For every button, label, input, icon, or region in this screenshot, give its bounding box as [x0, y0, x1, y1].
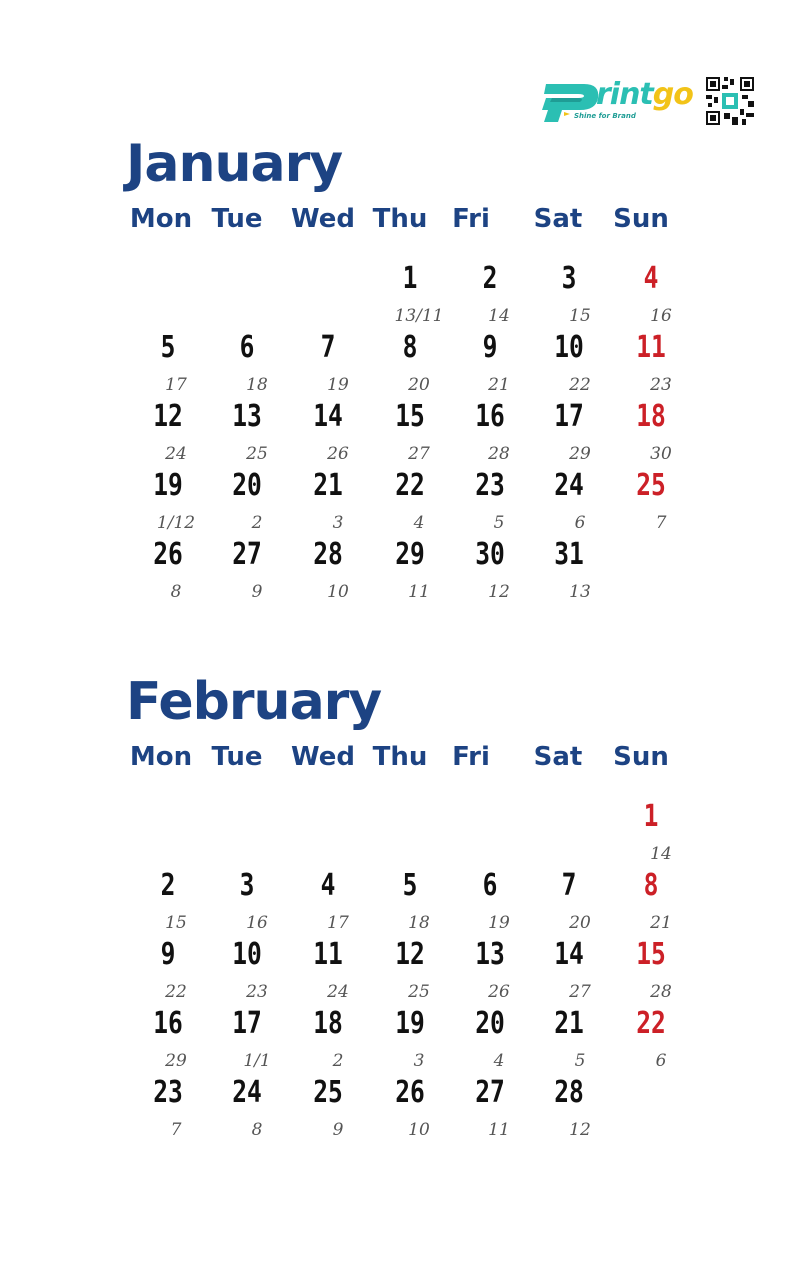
day-number: 27 [475, 1075, 505, 1110]
weekday-header-mon: Mon [129, 742, 193, 772]
day-number: 21 [554, 1006, 584, 1041]
lunar-date: 30 [650, 444, 672, 464]
day-number: 25 [636, 468, 666, 503]
day-number: 23 [153, 1075, 183, 1110]
day-number: 10 [232, 937, 262, 972]
weekday-header-tue: Tue [211, 742, 263, 772]
lunar-date: 7 [655, 513, 667, 533]
lunar-date: 25 [246, 444, 268, 464]
lunar-date: 1/12 [156, 513, 196, 533]
day-number: 18 [313, 1006, 343, 1041]
brand-logo [538, 74, 758, 130]
lunar-date: 10 [327, 582, 349, 602]
month-title: January [126, 134, 343, 194]
day-number: 23 [475, 468, 505, 503]
lunar-date: 9 [332, 1120, 344, 1140]
lunar-date: 24 [165, 444, 187, 464]
lunar-date: 25 [408, 982, 430, 1002]
day-number: 18 [636, 399, 666, 434]
day-number: 20 [475, 1006, 505, 1041]
lunar-date: 18 [246, 375, 268, 395]
weekday-header-sat: Sat [533, 742, 583, 772]
lunar-date: 26 [488, 982, 510, 1002]
day-number: 9 [482, 330, 498, 365]
day-number: 9 [160, 937, 176, 972]
day-number: 22 [636, 1006, 666, 1041]
day-number: 24 [554, 468, 584, 503]
day-number: 25 [313, 1075, 343, 1110]
day-number: 5 [160, 330, 176, 365]
lunar-date: 22 [165, 982, 187, 1002]
day-number: 22 [395, 468, 425, 503]
day-number: 16 [475, 399, 505, 434]
day-number: 6 [482, 868, 498, 903]
lunar-date: 21 [650, 913, 672, 933]
lunar-date: 20 [408, 375, 430, 395]
lunar-date: 9 [251, 582, 263, 602]
lunar-date: 27 [408, 444, 430, 464]
day-number: 7 [561, 868, 577, 903]
month-title: February [126, 672, 382, 732]
day-number: 28 [313, 537, 343, 572]
weekday-header-tue: Tue [211, 204, 263, 234]
day-number: 17 [554, 399, 584, 434]
day-number: 20 [232, 468, 262, 503]
lunar-date: 19 [488, 913, 510, 933]
lunar-date: 12 [569, 1120, 591, 1140]
lunar-date: 14 [650, 844, 672, 864]
day-number: 14 [313, 399, 343, 434]
lunar-date: 21 [488, 375, 510, 395]
lunar-date: 2 [332, 1051, 344, 1071]
day-number: 13 [232, 399, 262, 434]
lunar-date: 22 [569, 375, 591, 395]
day-number: 28 [554, 1075, 584, 1110]
lunar-date: 5 [574, 1051, 586, 1071]
lunar-date: 13 [569, 582, 591, 602]
day-number: 11 [313, 937, 343, 972]
lunar-date: 4 [493, 1051, 505, 1071]
lunar-date: 20 [569, 913, 591, 933]
lunar-date: 28 [650, 982, 672, 1002]
lunar-date: 17 [165, 375, 187, 395]
day-number: 4 [320, 868, 336, 903]
day-number: 19 [153, 468, 183, 503]
lunar-date: 11 [408, 582, 430, 602]
lunar-date: 17 [327, 913, 349, 933]
day-number: 7 [320, 330, 336, 365]
day-number: 31 [554, 537, 584, 572]
lunar-date: 23 [246, 982, 268, 1002]
lunar-date: 11 [488, 1120, 510, 1140]
lunar-date: 12 [488, 582, 510, 602]
lunar-date: 26 [327, 444, 349, 464]
brand-wordmark: rintgo [596, 77, 693, 112]
lunar-date: 24 [327, 982, 349, 1002]
lunar-date: 8 [251, 1120, 263, 1140]
day-number: 12 [153, 399, 183, 434]
lunar-date: 6 [574, 513, 586, 533]
day-number: 1 [643, 799, 659, 834]
weekday-header-wed: Wed [291, 204, 355, 234]
day-number: 11 [636, 330, 666, 365]
lunar-date: 2 [251, 513, 263, 533]
day-number: 12 [395, 937, 425, 972]
weekday-header-sat: Sat [533, 204, 583, 234]
day-number: 24 [232, 1075, 262, 1110]
day-number: 21 [313, 468, 343, 503]
day-number: 30 [475, 537, 505, 572]
day-number: 29 [395, 537, 425, 572]
day-number: 17 [232, 1006, 262, 1041]
lunar-date: 29 [569, 444, 591, 464]
day-number: 15 [395, 399, 425, 434]
weekday-header-fri: Fri [452, 204, 490, 234]
day-number: 3 [561, 261, 577, 296]
lunar-date: 28 [488, 444, 510, 464]
day-number: 27 [232, 537, 262, 572]
lunar-date: 29 [165, 1051, 187, 1071]
weekday-header-wed: Wed [291, 742, 355, 772]
day-number: 4 [643, 261, 659, 296]
weekday-header-sun: Sun [613, 742, 669, 772]
day-number: 14 [554, 937, 584, 972]
lunar-date: 19 [327, 375, 349, 395]
day-number: 15 [636, 937, 666, 972]
lunar-date: 1/1 [243, 1051, 271, 1071]
day-number: 13 [475, 937, 505, 972]
lunar-date: 27 [569, 982, 591, 1002]
lunar-date: 15 [165, 913, 187, 933]
lunar-date: 7 [170, 1120, 182, 1140]
day-number: 26 [153, 537, 183, 572]
day-number: 8 [643, 868, 659, 903]
day-number: 2 [160, 868, 176, 903]
lunar-date: 4 [413, 513, 425, 533]
lunar-date: 10 [408, 1120, 430, 1140]
day-number: 2 [482, 261, 498, 296]
day-number: 8 [402, 330, 418, 365]
day-number: 16 [153, 1006, 183, 1041]
weekday-header-thu: Thu [372, 204, 428, 234]
lunar-date: 6 [655, 1051, 667, 1071]
lunar-date: 23 [650, 375, 672, 395]
lunar-date: 15 [569, 306, 591, 326]
lunar-date: 16 [246, 913, 268, 933]
day-number: 3 [239, 868, 255, 903]
lunar-date: 13/11 [394, 306, 444, 326]
lunar-date: 14 [488, 306, 510, 326]
day-number: 26 [395, 1075, 425, 1110]
day-number: 1 [402, 261, 418, 296]
lunar-date: 8 [170, 582, 182, 602]
brand-tagline: Shine for Brand [574, 112, 636, 120]
weekday-header-sun: Sun [613, 204, 669, 234]
lunar-date: 3 [332, 513, 344, 533]
lunar-date: 18 [408, 913, 430, 933]
lunar-date: 3 [413, 1051, 425, 1071]
day-number: 10 [554, 330, 584, 365]
weekday-header-fri: Fri [452, 742, 490, 772]
lunar-date: 5 [493, 513, 505, 533]
weekday-header-thu: Thu [372, 742, 428, 772]
day-number: 5 [402, 868, 418, 903]
day-number: 19 [395, 1006, 425, 1041]
day-number: 6 [239, 330, 255, 365]
weekday-header-mon: Mon [129, 204, 193, 234]
lunar-date: 16 [650, 306, 672, 326]
qr-code-icon [706, 77, 754, 125]
